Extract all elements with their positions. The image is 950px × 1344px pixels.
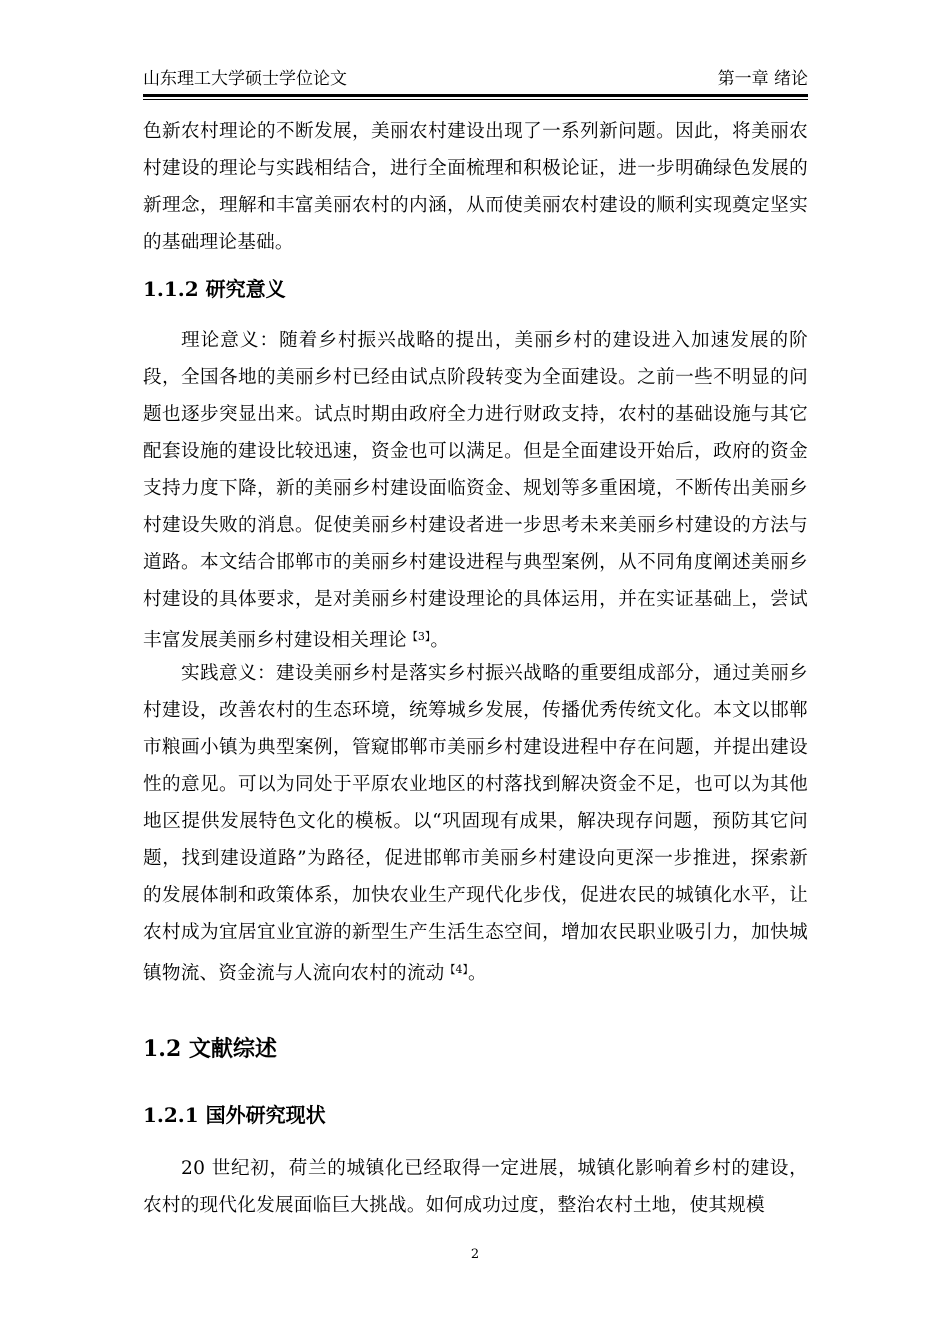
header-chapter-title: 第一章 绪论 [717, 69, 808, 89]
heading-1-2-1: 1.2.1 国外研究现状 [143, 1103, 326, 1127]
heading-1-2: 1.2 文献综述 [143, 1036, 277, 1062]
page-number: 2 [470, 1247, 480, 1262]
header-rule-thick [143, 94, 808, 97]
paragraph-foreign-research: 20 世纪初，荷兰的城镇化已经取得一定进展，城镇化影响着乡村的建设，农村的现代化发展面临巨大挑战。如何成功过度，整治农村土地，使其规模 [143, 1158, 808, 1216]
paragraph-theory-end: 。 [430, 630, 450, 651]
paragraph-intro: 色新农村理论的不断发展，美丽农村建设出现了一系列新问题。因此，将美丽农村建设的理论与实践相结合，进行全面梳理和积极论证，进一步明确绿色发展的新理念，理解和丰富美丽农村的内涵，从而使美丽农村建设的顺利实现奠定坚实的基础理论基础。 [143, 121, 808, 253]
paragraph-practice-significance [143, 655, 808, 992]
running-header [143, 68, 808, 90]
header-rule-thin [143, 99, 808, 100]
paragraph-practice-text: 实践意义：建设美丽乡村是落实乡村振兴战略的重要组成部分，通过美丽乡村建设，改善农村的生态环境，统筹城乡发展，传播优秀传统文化。本文以邯郸市粮画小镇为典型案例，管窥邯郸市美丽乡村建设进程中存在问题，并提出建设性的意见。可以为同处于平原农业地区的村落找到解决资金不足，也可以为其他地区提供发展特色文化的模板。以“巩固现有成果，解决现存问题，预防其它问题，找到建设道路”为路径，促进邯郸市美丽乡村建设向更深一步推进，探索新的发展体制和政策体系，加快农业生产现代化步伐，促进农民的城镇化水平，让农村成为宜居宜业宜游的新型生产生活生态空间，增加农民职业吸引力，加快城镇物流、资金流与人流向农村的流动 [143, 663, 808, 984]
paragraph-practice-end: 。 [468, 963, 487, 984]
paragraph-theory-text: 理论意义：随着乡村振兴战略的提出，美丽乡村的建设进入加速发展的阶段，全国各地的美丽乡村已经由试点阶段转变为全面建设。之前一些不明显的问题也逐步突显出来。试点时期由政府全力进行财政支持，农村的基础设施与其它配套设施的建设比较迅速，资金也可以满足。但是全面建设开始后，政府的资金支持力度下降，新的美丽乡村建设面临资金、规划等多重困境，不断传出美丽乡村建设失败的消息。促使美丽乡村建设者进一步思考未来美丽乡村建设的方法与道路。本文结合邯郸市的美丽乡村建设进程与典型案例，从不同角度阐述美丽乡村建设的具体要求，是对美丽乡村建设理论的具体运用，并在实证基础上，尝试丰富发展美丽乡村建设相关理论 [143, 330, 808, 651]
citation-3: 【3】 [406, 630, 431, 643]
citation-4: 【4】 [444, 963, 469, 976]
header-thesis-title: 山东理工大学硕士学位论文 [143, 69, 347, 89]
paragraph-theory-significance [143, 322, 808, 659]
heading-1-1-2: 1.1.2 研究意义 [143, 277, 286, 301]
